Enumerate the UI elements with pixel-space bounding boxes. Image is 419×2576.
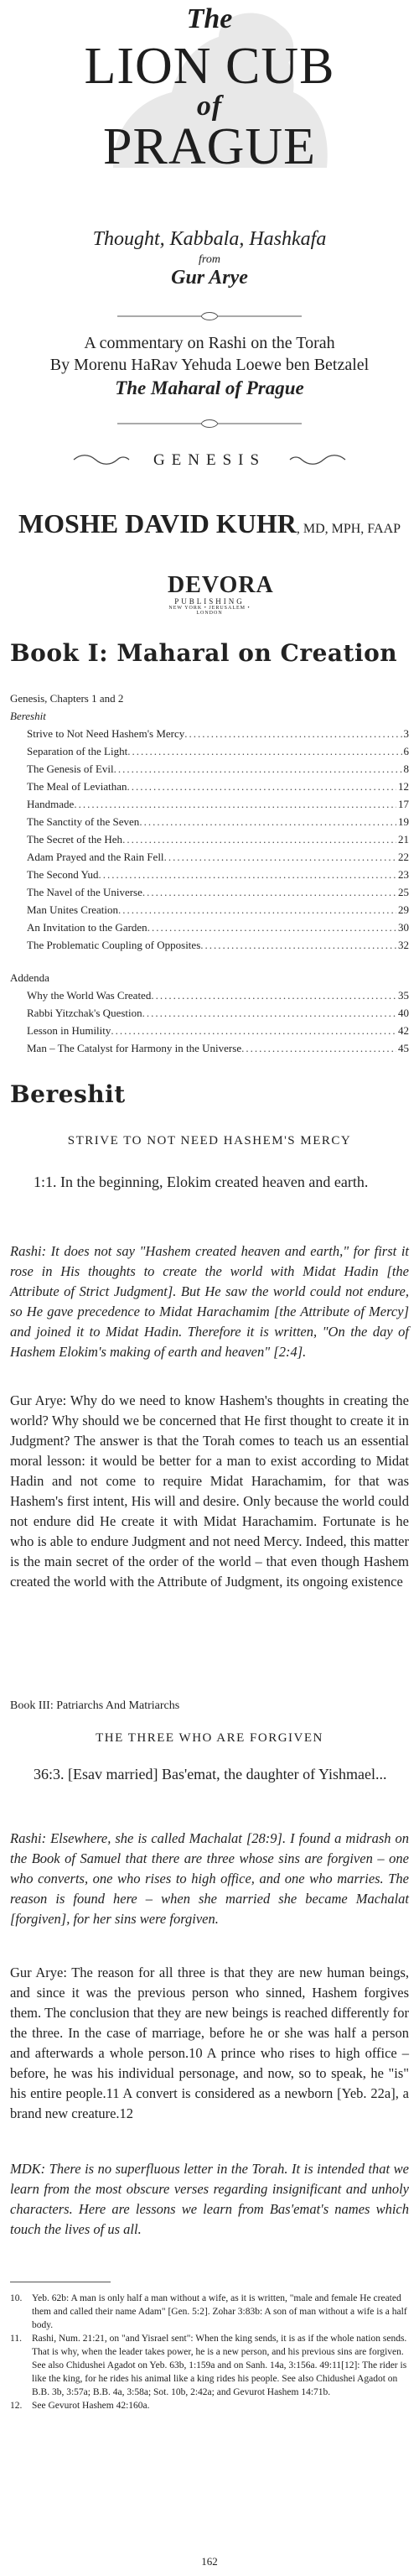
- toc-entry: [10, 986, 409, 1004]
- toc-entry-label: Man Unites Creation: [27, 903, 119, 916]
- toc-entry: [10, 883, 409, 901]
- toc-entry: [10, 742, 409, 760]
- toc-entry: [10, 919, 409, 936]
- toc-entry-page: 30: [398, 921, 409, 934]
- toc-entry: [10, 866, 409, 883]
- gur-arye-commentary: Gur Arye: Why do we need to know Hashem's thoughts in creating the world? Why should we be concerned that He first thought to create it in Judgment? The answer is that the Torah comes to teach us an essential moral lesson: it would be better for a man to exist according to Midat Hadin and not come to require Midat Harachamim, for that was Hashem's first intent, His will and desire. Only because the world could not endure did He create it with Midat Harachamim. Fortunate is he who is able to endure Judgment and not need Mercy. Indeed, this matter is the main secret of the order of the world – that even though Hashem created the world with the Attribute of Judgment, its ongoing existence: [10, 1392, 409, 1590]
- toc-entry-page: 45: [398, 1042, 409, 1054]
- toc-leader-dots: [74, 795, 396, 813]
- publisher-logo: [168, 572, 274, 616]
- section-title: STRIVE TO NOT NEED HASHEM'S MERCY: [67, 1134, 352, 1147]
- toc-leader-dots: [142, 1004, 396, 1022]
- toc-entry: [10, 760, 409, 778]
- toc-addenda-label: Addenda: [10, 971, 49, 984]
- commentary-line-3: The Maharal of Prague: [115, 377, 304, 398]
- page-number: 162: [201, 2555, 218, 2568]
- toc-entry-label: The Second Yud: [27, 868, 99, 881]
- toc-entry-label: Rabbi Yitzchak's Question: [27, 1007, 142, 1019]
- toc-entry-label: An Invitation to the Garden: [27, 921, 147, 934]
- title-the: The: [186, 3, 233, 34]
- footnote: [10, 2292, 409, 2332]
- toc-leader-dots: [151, 986, 396, 1004]
- footnote-number: 12.: [10, 2401, 23, 2411]
- toc-entry-page: 17: [398, 798, 409, 810]
- toc-entry-page: 6: [403, 745, 409, 757]
- title-line-1: LION CUB: [84, 38, 335, 95]
- toc-entry-label: The Sanctity of the Seven: [27, 815, 140, 828]
- toc-entry-page: 32: [398, 939, 409, 951]
- toc-entry-label: Separation of the Light: [27, 745, 128, 757]
- toc-entry: [10, 1039, 409, 1057]
- author-credentials: , MD, MPH, FAAP: [296, 522, 401, 536]
- toc-entry-label: The Problematic Coupling of Opposites: [27, 939, 201, 951]
- toc-leader-dots: [114, 760, 402, 778]
- toc-entry-page: 29: [398, 903, 409, 916]
- bereshit-heading: Bereshit: [10, 1080, 126, 1108]
- toc-entry: [10, 725, 409, 742]
- toc-entry-label: The Secret of the Heh: [27, 833, 123, 846]
- toc-entry-label: Handmade: [27, 798, 75, 810]
- toc-entry: [10, 778, 409, 795]
- toc-leader-dots: [122, 830, 396, 848]
- rashi-commentary: Rashi: Elsewhere, she is called Machalat [28:9]. I found a midrash on the Book of Samuel that there are three whose sins are forgiven – one who converts, one who rises to high office, and one who marries. The reason is found here – when she married she became Machalat [forgiven], for her sins were forgiven.: [10, 1830, 409, 1927]
- toc-entry: [10, 830, 409, 848]
- book-1-heading: Book I: Maharal on Creation: [10, 639, 398, 667]
- footnote-number: 11.: [10, 2334, 22, 2344]
- table-of-contents: [10, 690, 409, 1057]
- toc-entry: [10, 1022, 409, 1039]
- toc-leader-dots: [98, 866, 396, 883]
- toc-entry-page: 42: [398, 1024, 409, 1037]
- verse: 1:1. In the beginning, Elokim created heaven and earth.: [34, 1174, 369, 1190]
- genesis-heading: GENESIS: [153, 451, 266, 469]
- footnotes: [10, 2292, 409, 2412]
- gur-arye-commentary: Gur Arye: The reason for all three is that they are new human beings, and since it was the previous person who sinned, Hashem forgives them. The conclusion that they are new beings is reached differently for the three. In the case of marriage, before he or she was half a person and afterwards a whole person.10 A prince who rises to high office – before, he was his individual personage, and now, so to speak, he "is" his entire people.11 A convert is considered as a newborn [Yeb. 22a], a brand new creature.12: [10, 1965, 409, 2121]
- toc-entry-label: The Meal of Leviathan: [27, 780, 127, 793]
- footnote-number: 10.: [10, 2293, 23, 2303]
- toc-entry-label: Strive to Not Need Hashem's Mercy: [27, 727, 185, 740]
- toc-entry-label: Lesson in Humility: [27, 1024, 111, 1037]
- subtitle-from: from: [199, 253, 220, 266]
- toc-section: Bereshit: [10, 710, 46, 722]
- toc-leader-dots: [127, 742, 401, 760]
- toc-leader-dots: [118, 901, 396, 919]
- footnote-text: See Gevurot Hashem 42:160a.: [32, 2401, 150, 2411]
- toc-entry-page: 8: [403, 762, 409, 775]
- publisher-cities: NEW YORK • JERUSALEM • LONDON: [168, 606, 251, 616]
- footnote: [10, 2332, 409, 2399]
- commentary-line-2: By Morenu HaRav Yehuda Loewe ben Betzalel: [49, 356, 370, 374]
- toc-entry-page: 12: [398, 780, 409, 793]
- footnote-text: Rashi, Num. 21:21, on "and Yisrael sent": When the king sends, it is as if the whole nation sends. That is why, when the leader takes power, he is a new person, and his previous sins are forgiven. See also Chidushei Agadot on Yeb. 63b, 1:159a and on Sanh. 14a, 3:156a. 49:11[12]: The rider is like the king, for he rides his animal like a king rides his people. See also Chidushei Agadot on B.B. 3b, 3:57a; B.B. 4a, 3:58a; Sot. 10b, 2:42a; and Gevurot Hashem 14:71b.: [32, 2334, 407, 2397]
- commentary-line-1: A commentary on Rashi on the Torah: [84, 334, 335, 352]
- footnote-text: Yeb. 62b: A man is only half a man without a wife, as it is written, "male and female He created them and called their name Adam" [Gen. 5:2]. Zohar 3:83b: A son of man without a wife is a half body.: [32, 2293, 407, 2330]
- toc-entry-label: The Navel of the Universe: [27, 886, 142, 898]
- subtitle: Thought, Kabbala, Hashkafa: [92, 228, 327, 250]
- toc-entry: [10, 901, 409, 919]
- toc-entry-page: 23: [398, 868, 409, 881]
- toc-entry: [10, 848, 409, 866]
- toc-entry: [10, 795, 409, 813]
- toc-entry-page: 3: [403, 727, 409, 740]
- toc-entry: [10, 813, 409, 830]
- toc-addenda: [10, 986, 409, 1057]
- toc-entry-page: 22: [398, 851, 409, 863]
- mdk-commentary: MDK: There is no superfluous letter in the Torah. It is intended that we learn from the most obscure verses regarding insignificant and unholy characters. Here are lessons we learn from Bas'emat's names which touch the lives of us all.: [10, 2161, 409, 2237]
- toc-leader-dots: [127, 778, 396, 795]
- rashi-commentary: Rashi: It does not say "Hashem created heaven and earth," for first it rose in His thoughts to create the world with Midat Hadin [the Attribute of Strict Judgment]. But He saw the world could not endure, so He gave precedence to Midat Harachamim [the Attribute of Mercy] and joined it to Midat Hadin. Therefore it is written, "On the day of Hashem Elokim's making of earth and heaven" [2:4].: [10, 1243, 409, 1360]
- toc-leader-dots: [142, 883, 396, 901]
- toc-entry-label: The Genesis of Evil: [27, 762, 114, 775]
- title-line-3: PRAGUE: [102, 118, 317, 175]
- ornament-divider: [117, 418, 302, 429]
- toc-entry: [10, 1004, 409, 1022]
- toc-entry-label: Why the World Was Created: [27, 989, 152, 1002]
- toc-entries: [10, 725, 409, 954]
- footnote: [10, 2399, 409, 2412]
- toc-entry-page: 40: [398, 1007, 409, 1019]
- toc-entry-page: 21: [398, 833, 409, 846]
- title-line-2: of: [196, 91, 223, 122]
- toc-leader-dots: [147, 919, 396, 936]
- toc-leader-dots: [184, 725, 401, 742]
- toc-entry-label: Man – The Catalyst for Harmony in the Universe: [27, 1042, 242, 1054]
- author-name: MOSHE DAVID KUHR: [18, 508, 297, 539]
- verse: 36:3. [Esav married] Bas'emat, the daughter of Yishmael...: [34, 1766, 387, 1782]
- toc-entry-label: Adam Prayed and the Rain Fell: [27, 851, 164, 863]
- toc-leader-dots: [241, 1039, 396, 1057]
- book-3-label: Book III: Patriarchs And Matriarchs: [10, 1699, 180, 1712]
- toc-leader-dots: [139, 813, 396, 830]
- section-title: THE THREE WHO ARE FORGIVEN: [96, 1731, 323, 1745]
- toc-entry-page: 25: [398, 886, 409, 898]
- toc-entry-page: 19: [398, 815, 409, 828]
- ornament-right: [288, 454, 347, 466]
- toc-entry-page: 35: [398, 989, 409, 1002]
- subtitle-source: Gur Arye: [171, 267, 248, 289]
- publisher-label: PUBLISHING: [174, 597, 245, 606]
- toc-leader-dots: [111, 1022, 396, 1039]
- toc-entry: [10, 936, 409, 954]
- author: [0, 508, 419, 539]
- ornament-divider: [117, 310, 302, 322]
- toc-leader-dots: [164, 848, 396, 866]
- toc-intro: Genesis, Chapters 1 and 2: [10, 692, 124, 705]
- publisher-name: DEVORA: [168, 572, 274, 598]
- toc-leader-dots: [200, 936, 396, 954]
